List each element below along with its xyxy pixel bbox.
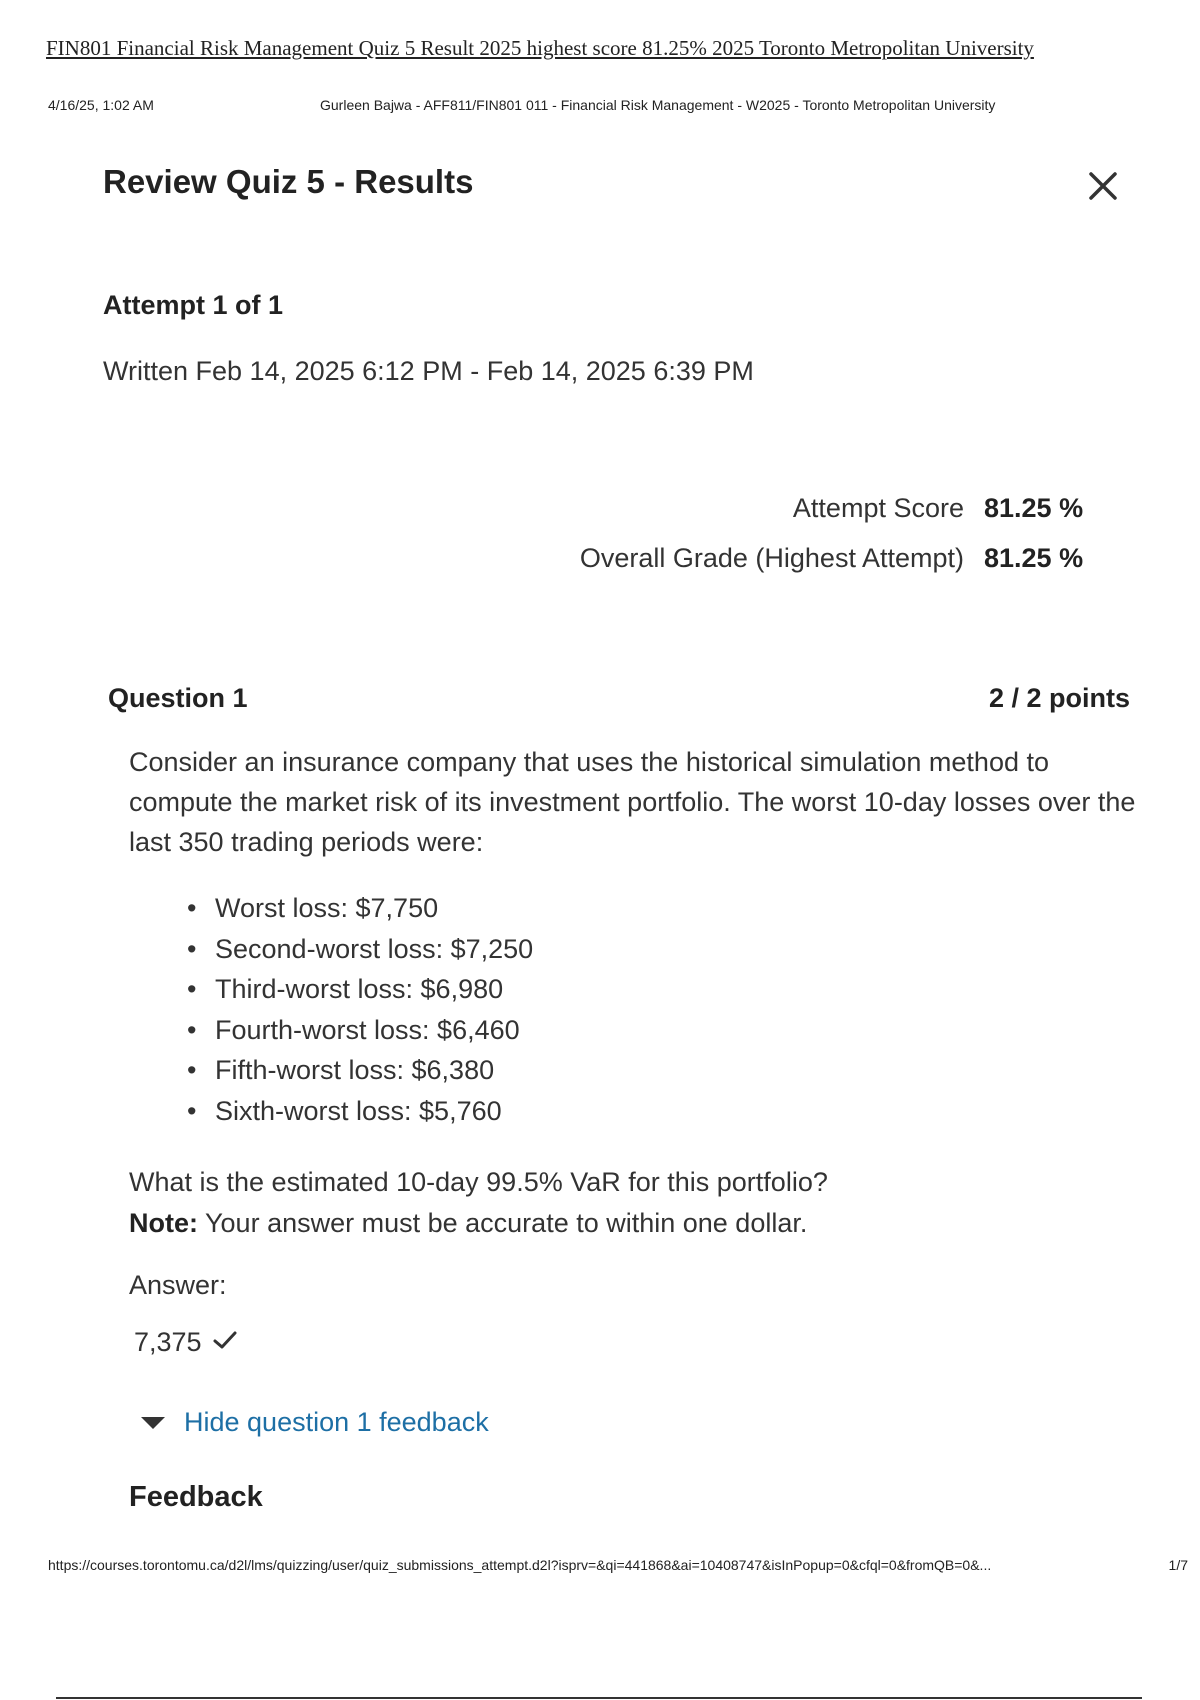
list-item bbox=[187, 888, 1139, 929]
question-points: 2 / 2 points bbox=[988, 683, 1130, 713]
bullet-icon: • bbox=[187, 974, 197, 1005]
loss-item-text: Fourth-worst loss: $6,460 bbox=[215, 1014, 520, 1045]
question-body bbox=[129, 742, 1139, 1132]
question-prompt-block bbox=[129, 1162, 1139, 1244]
print-date: 4/16/25, 1:02 AM bbox=[48, 97, 154, 113]
loss-item-text: Second-worst loss: $7,250 bbox=[215, 933, 534, 964]
overall-grade-value: 81.25 % bbox=[984, 543, 1084, 573]
loss-item-text: Sixth-worst loss: $5,760 bbox=[215, 1095, 502, 1126]
bullet-icon: • bbox=[187, 933, 197, 964]
bullet-icon: • bbox=[187, 1095, 197, 1126]
feedback-heading: Feedback bbox=[129, 1481, 263, 1513]
attempt-score-value: 81.25 % bbox=[984, 493, 1084, 523]
loss-list bbox=[129, 888, 1139, 1132]
hide-feedback-toggle[interactable] bbox=[140, 1407, 489, 1438]
bullet-icon: • bbox=[187, 1055, 197, 1086]
caret-down-icon bbox=[140, 1415, 166, 1431]
question-header bbox=[108, 683, 1130, 714]
question-intro: Consider an insurance company that uses the historical simulation method to compute the market risk of its investment portfolio. The worst 10-day losses over the last 350 trading periods were: bbox=[129, 747, 1136, 857]
list-item bbox=[187, 1091, 1139, 1132]
overall-grade-row bbox=[580, 543, 1090, 593]
note-text: Your answer must be accurate to within one dollar. bbox=[198, 1208, 808, 1238]
question-prompt: What is the estimated 10-day 99.5% VaR for this portfolio? bbox=[129, 1167, 828, 1197]
list-item bbox=[187, 929, 1139, 970]
loss-item-text: Third-worst loss: $6,980 bbox=[215, 974, 504, 1005]
footer-page-number: 1/7 bbox=[1168, 1557, 1188, 1573]
list-item bbox=[187, 1050, 1139, 1091]
answer-label: Answer: bbox=[129, 1270, 227, 1300]
question-note bbox=[129, 1203, 1139, 1244]
loss-item-text: Worst loss: $7,750 bbox=[215, 893, 439, 923]
bullet-icon: • bbox=[187, 1014, 197, 1045]
loss-item-text: Fifth-worst loss: $6,380 bbox=[215, 1055, 495, 1086]
bottom-divider bbox=[56, 1697, 1142, 1699]
close-button[interactable] bbox=[1083, 166, 1123, 206]
answer-value: 7,375 bbox=[134, 1327, 202, 1357]
attempt-score-row bbox=[580, 493, 1090, 543]
answer-value-row bbox=[134, 1327, 238, 1358]
list-item bbox=[187, 969, 1139, 1010]
document-title: FIN801 Financial Risk Management Quiz 5 Result 2025 highest score 81.25% 2025 Toronto Metropolitan University bbox=[46, 36, 1034, 60]
attempt-label: Attempt 1 of 1 bbox=[103, 290, 284, 320]
close-icon bbox=[1083, 166, 1123, 206]
overall-grade-label: Overall Grade (Highest Attempt) bbox=[579, 543, 964, 573]
dialog-title: Review Quiz 5 - Results bbox=[103, 163, 474, 200]
score-summary bbox=[580, 493, 1090, 593]
course-breadcrumb: Gurleen Bajwa - AFF811/FIN801 011 - Financial Risk Management - W2025 - Toronto Metropolitan University bbox=[320, 97, 996, 113]
attempt-written-time: Written Feb 14, 2025 6:12 PM - Feb 14, 2025 6:39 PM bbox=[103, 356, 754, 386]
checkmark-icon bbox=[212, 1327, 238, 1358]
note-label: Note: bbox=[129, 1208, 198, 1238]
question-title: Question 1 bbox=[108, 683, 248, 713]
footer-url: https://courses.torontomu.ca/d2l/lms/quizzing/user/quiz_submissions_attempt.d2l?isprv=&qi=441868&ai=10408747&isInPopup=0&cfql=0&fromQB=0&... bbox=[48, 1557, 992, 1573]
attempt-score-label: Attempt Score bbox=[792, 493, 964, 523]
bullet-icon: • bbox=[187, 893, 197, 923]
hide-feedback-label: Hide question 1 feedback bbox=[184, 1407, 489, 1437]
list-item bbox=[187, 1010, 1139, 1051]
